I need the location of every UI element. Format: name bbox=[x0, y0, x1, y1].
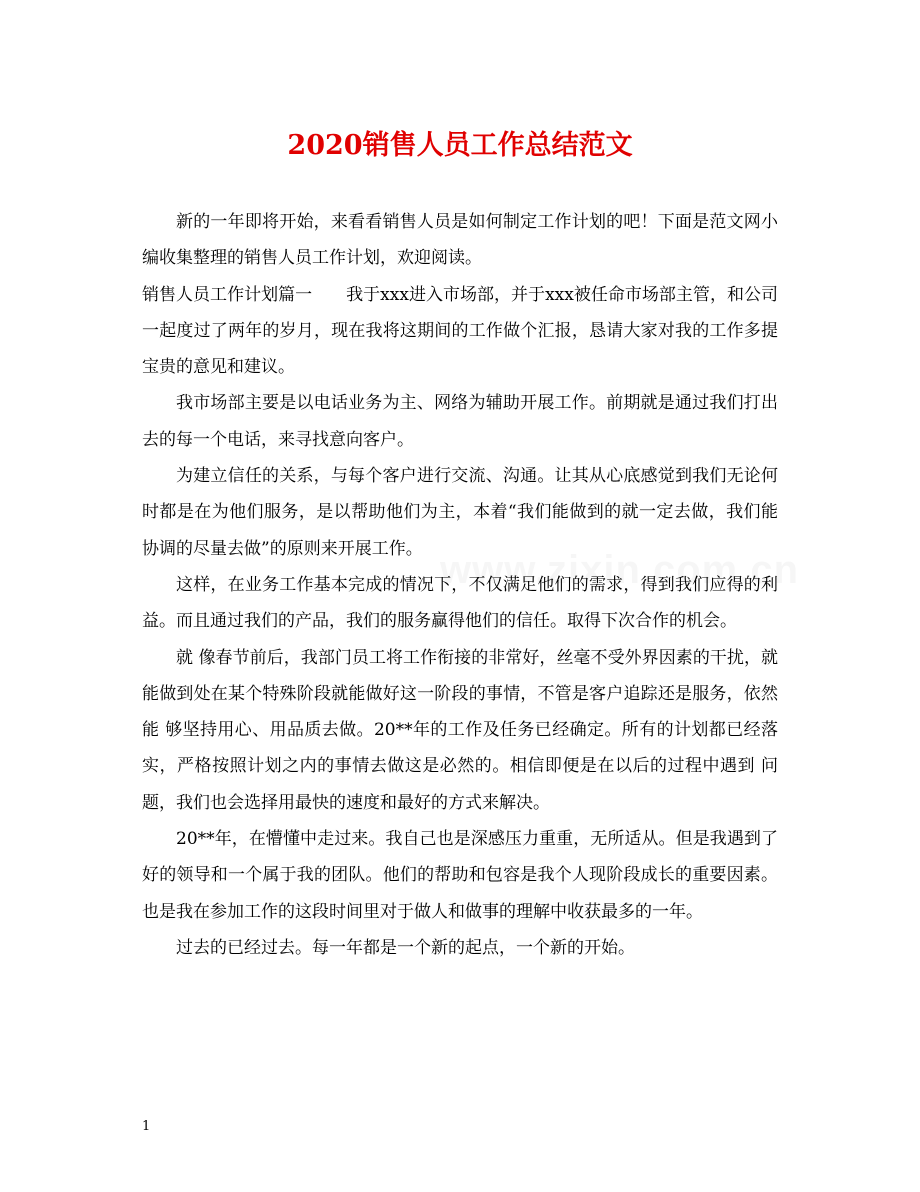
paragraph-intro: 新的一年即将开始，来看看销售人员是如何制定工作计划的吧！下面是范文网小编收集整理的销售人员工作计划，欢迎阅读。 bbox=[142, 212, 778, 269]
paragraph-plan-heading: 销售人员工作计划篇一 我于xxx进入市场部，并于xxx被任命市场部主管，和公司一起度过了两年的岁月，现在我将这期间的工作做个汇报，恳请大家对我的工作多提宝贵的意见和建议。 bbox=[142, 284, 778, 378]
page-number: 1 bbox=[142, 1119, 151, 1134]
paragraph-market-dept: 我市场部主要是以电话业务为主、网络为辅助开展工作。前期就是通过我们打出去的每一个电话，来寻找意向客户。 bbox=[142, 393, 778, 450]
paragraph-trust: 为建立信任的关系，与每个客户进行交流、沟通。让其从心底感觉到我们无论何时都是在为他们服务，是以帮助他们为主，本着“我们能做到的就一定去做，我们能协调的尽量去做”的原则来开展工作。 bbox=[142, 466, 778, 559]
paragraph-business: 这样，在业务工作基本完成的情况下，不仅满足他们的需求，得到我们应得的利益。而且通过我们的产品，我们的服务赢得他们的信任。取得下次合作的机会。 bbox=[142, 574, 778, 632]
document-body bbox=[142, 204, 778, 966]
paragraph-year-review: 20**年，在懵懂中走过来。我自己也是深感压力重重，无所适从。但是我遇到了好的领导和一个属于我的团队。他们的帮助和包容是我个人现阶段成长的重要因素。也是我在参加工作的这段时间里对于做人和做事的理解中收获最多的一年。 bbox=[142, 829, 778, 922]
paragraph-spring-festival: 就 像春节前后，我部门员工将工作衔接的非常好，丝毫不受外界因素的干扰，就能做到处在某个特殊阶段就能做好这一阶段的事情，不管是客户追踪还是服务，依然能 够坚持用心、用品质去做。20**年的工作及任务已经确定。所有的计划都已经落实，严格按照计划之内的事情去做这是必然的。相信即便是在以后的过程中遇到 问题，我们也会选择用最快的速度和最好的方式来解决。 bbox=[142, 647, 778, 813]
document-title: 2020销售人员工作总结范文 bbox=[287, 130, 633, 161]
paragraph-closing: 过去的已经过去。每一年都是一个新的起点，一个新的开始。 bbox=[176, 937, 635, 958]
